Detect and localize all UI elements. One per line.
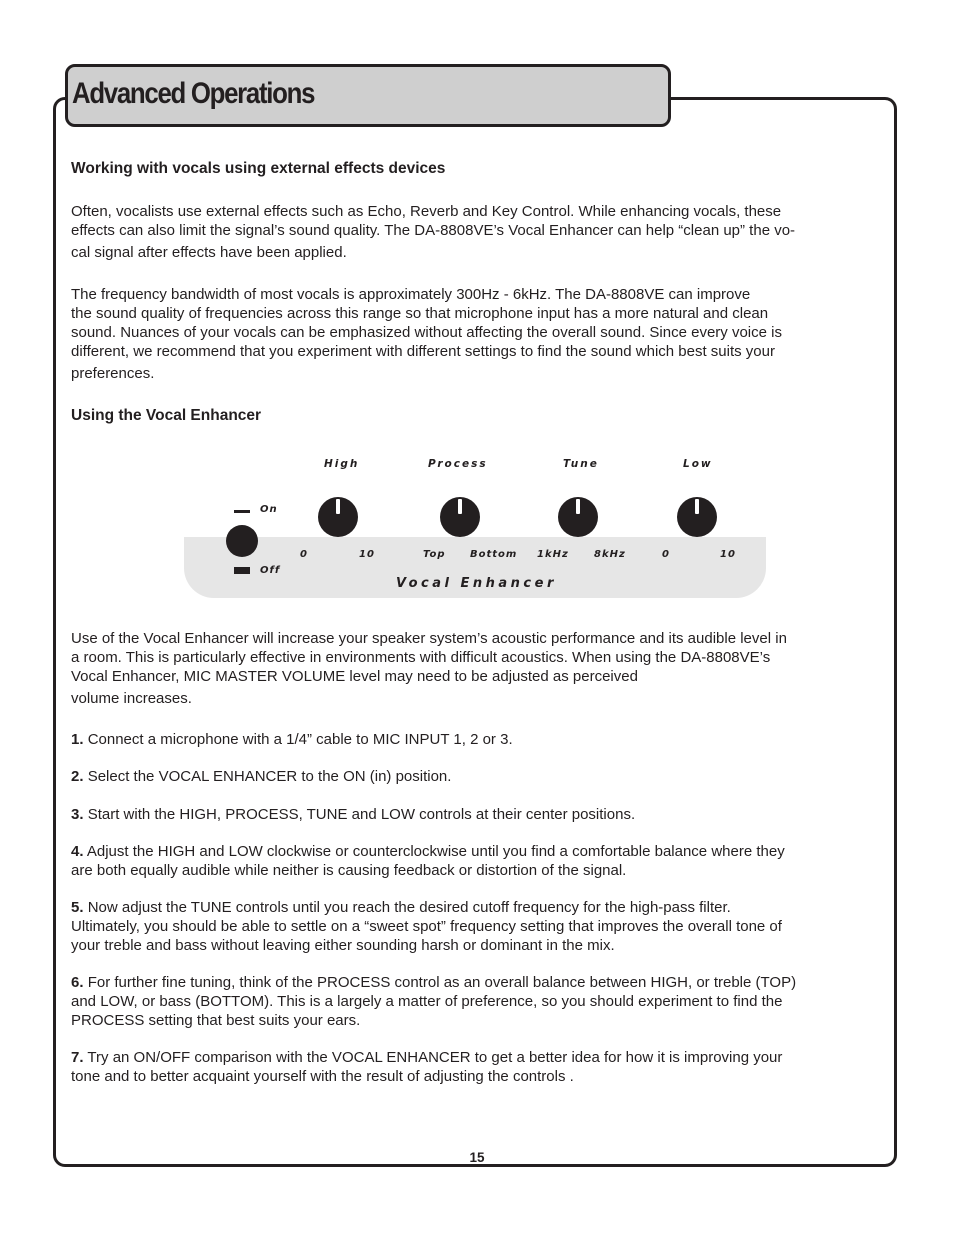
text-line: Use of the Vocal Enhancer will increase your speaker system’s acoustic performance and its audible level in — [71, 630, 787, 647]
text-line: the sound quality of frequencies across this range so that microphone input has a more natural and clean — [71, 305, 769, 322]
text-line: The frequency bandwidth of most vocals is approximately 300Hz - 6kHz. The DA-8808VE can improve — [71, 286, 751, 303]
paragraph-frequency-bandwidth — [71, 285, 881, 383]
step-text: Start with the HIGH, PROCESS, TUNE and LOW controls at their center positions. — [87, 806, 636, 823]
knob-indicator — [695, 499, 699, 514]
vocal-enhancer-title: Vocal Enhancer — [396, 576, 557, 591]
step-text: PROCESS setting that best suits your ears. — [71, 1012, 361, 1029]
high-knob[interactable] — [318, 497, 358, 537]
step-4 — [71, 842, 881, 880]
knob-label-low: Low — [683, 458, 713, 470]
section-heading-external-effects: Working with vocals using external effects devices — [71, 160, 446, 177]
knob-label-process: Process — [428, 458, 488, 470]
off-position-mark — [234, 567, 250, 574]
on-position-mark — [234, 510, 250, 513]
step-text: Ultimately, you should be able to settle on a “sweet spot” frequency setting that improves the overall tone of — [71, 918, 782, 935]
step-number: 6. — [71, 974, 84, 991]
tune-knob[interactable] — [558, 497, 598, 537]
knob-indicator — [336, 499, 340, 514]
step-number: 5. — [71, 899, 84, 916]
step-3 — [71, 805, 881, 824]
on-off-switch-button[interactable] — [226, 525, 258, 557]
step-text: Connect a microphone with a 1/4” cable to MIC INPUT 1, 2 or 3. — [87, 731, 513, 748]
step-text: Try an ON/OFF comparison with the VOCAL ENHANCER to get a better idea for how it is improving your — [87, 1049, 783, 1066]
knob-indicator — [458, 499, 462, 514]
step-number: 4. — [71, 843, 84, 860]
step-7 — [71, 1048, 881, 1086]
text-line: Often, vocalists use external effects such as Echo, Reverb and Key Control. While enhancing vocals, these — [71, 203, 782, 220]
step-number: 7. — [71, 1049, 84, 1066]
text-line: effects can also limit the signal’s sound quality. The DA-8808VE’s Vocal Enhancer can help “clean up” the vo- — [71, 222, 796, 239]
switch-on-label: On — [260, 504, 278, 515]
step-text: Adjust the HIGH and LOW clockwise or counterclockwise until you find a comfortable balance where they — [86, 843, 785, 860]
low-min-label: 0 — [662, 549, 670, 560]
step-number: 1. — [71, 731, 84, 748]
paragraph-vocal-enhancer-use — [71, 629, 881, 708]
text-line: different, we recommend that you experiment with different settings to find the sound which best suits your — [71, 343, 775, 360]
step-5 — [71, 898, 881, 955]
high-max-label: 10 — [359, 549, 375, 560]
page-number: 15 — [469, 1150, 485, 1165]
low-knob[interactable] — [677, 497, 717, 537]
step-text: tone and to better acquaint yourself with the result of adjusting the controls . — [71, 1068, 574, 1085]
step-6 — [71, 973, 881, 1030]
step-text: your treble and bass without leaving either sounding harsh or dominant in the mix. — [71, 937, 615, 954]
low-max-label: 10 — [720, 549, 736, 560]
step-text: are both equally audible while neither is causing feedback or distortion of the signal. — [71, 862, 627, 879]
paragraph-external-effects — [71, 202, 881, 262]
process-max-label: Bottom — [470, 549, 518, 560]
process-min-label: Top — [423, 549, 446, 560]
section-heading-vocal-enhancer: Using the Vocal Enhancer — [71, 407, 262, 424]
step-2 — [71, 767, 881, 786]
step-text: Now adjust the TUNE controls until you reach the desired cutoff frequency for the high-pass filter. — [87, 899, 731, 916]
step-text: Select the VOCAL ENHANCER to the ON (in) position. — [87, 768, 452, 785]
step-1 — [71, 730, 881, 749]
text-line: volume increases. — [71, 690, 192, 707]
text-line: sound. Nuances of your vocals can be emphasized without affecting the overall sound. Since every voice is — [71, 324, 782, 341]
text-line: Vocal Enhancer, MIC MASTER VOLUME level may need to be adjusted as perceived — [71, 668, 638, 685]
step-text: and LOW, or bass (BOTTOM). This is a largely a matter of preference, so you should experiment to find the — [71, 993, 783, 1010]
knob-label-high: High — [324, 458, 360, 470]
knob-indicator — [576, 499, 580, 514]
step-number: 3. — [71, 806, 84, 823]
knob-label-tune: Tune — [563, 458, 599, 470]
text-line: cal signal after effects have been applied. — [71, 244, 347, 261]
high-min-label: 0 — [300, 549, 308, 560]
text-line: a room. This is particularly effective in environments with difficult acoustics. When using the DA-8808VE’s — [71, 649, 771, 666]
page-title: Advanced Operations — [72, 77, 315, 110]
step-number: 2. — [71, 768, 84, 785]
text-line: preferences. — [71, 365, 155, 382]
tune-max-label: 8kHz — [594, 549, 626, 560]
step-text: For further fine tuning, think of the PROCESS control as an overall balance between HIGH, or treble (TOP) — [87, 974, 797, 991]
switch-off-label: Off — [260, 565, 281, 576]
tune-min-label: 1kHz — [537, 549, 569, 560]
process-knob[interactable] — [440, 497, 480, 537]
